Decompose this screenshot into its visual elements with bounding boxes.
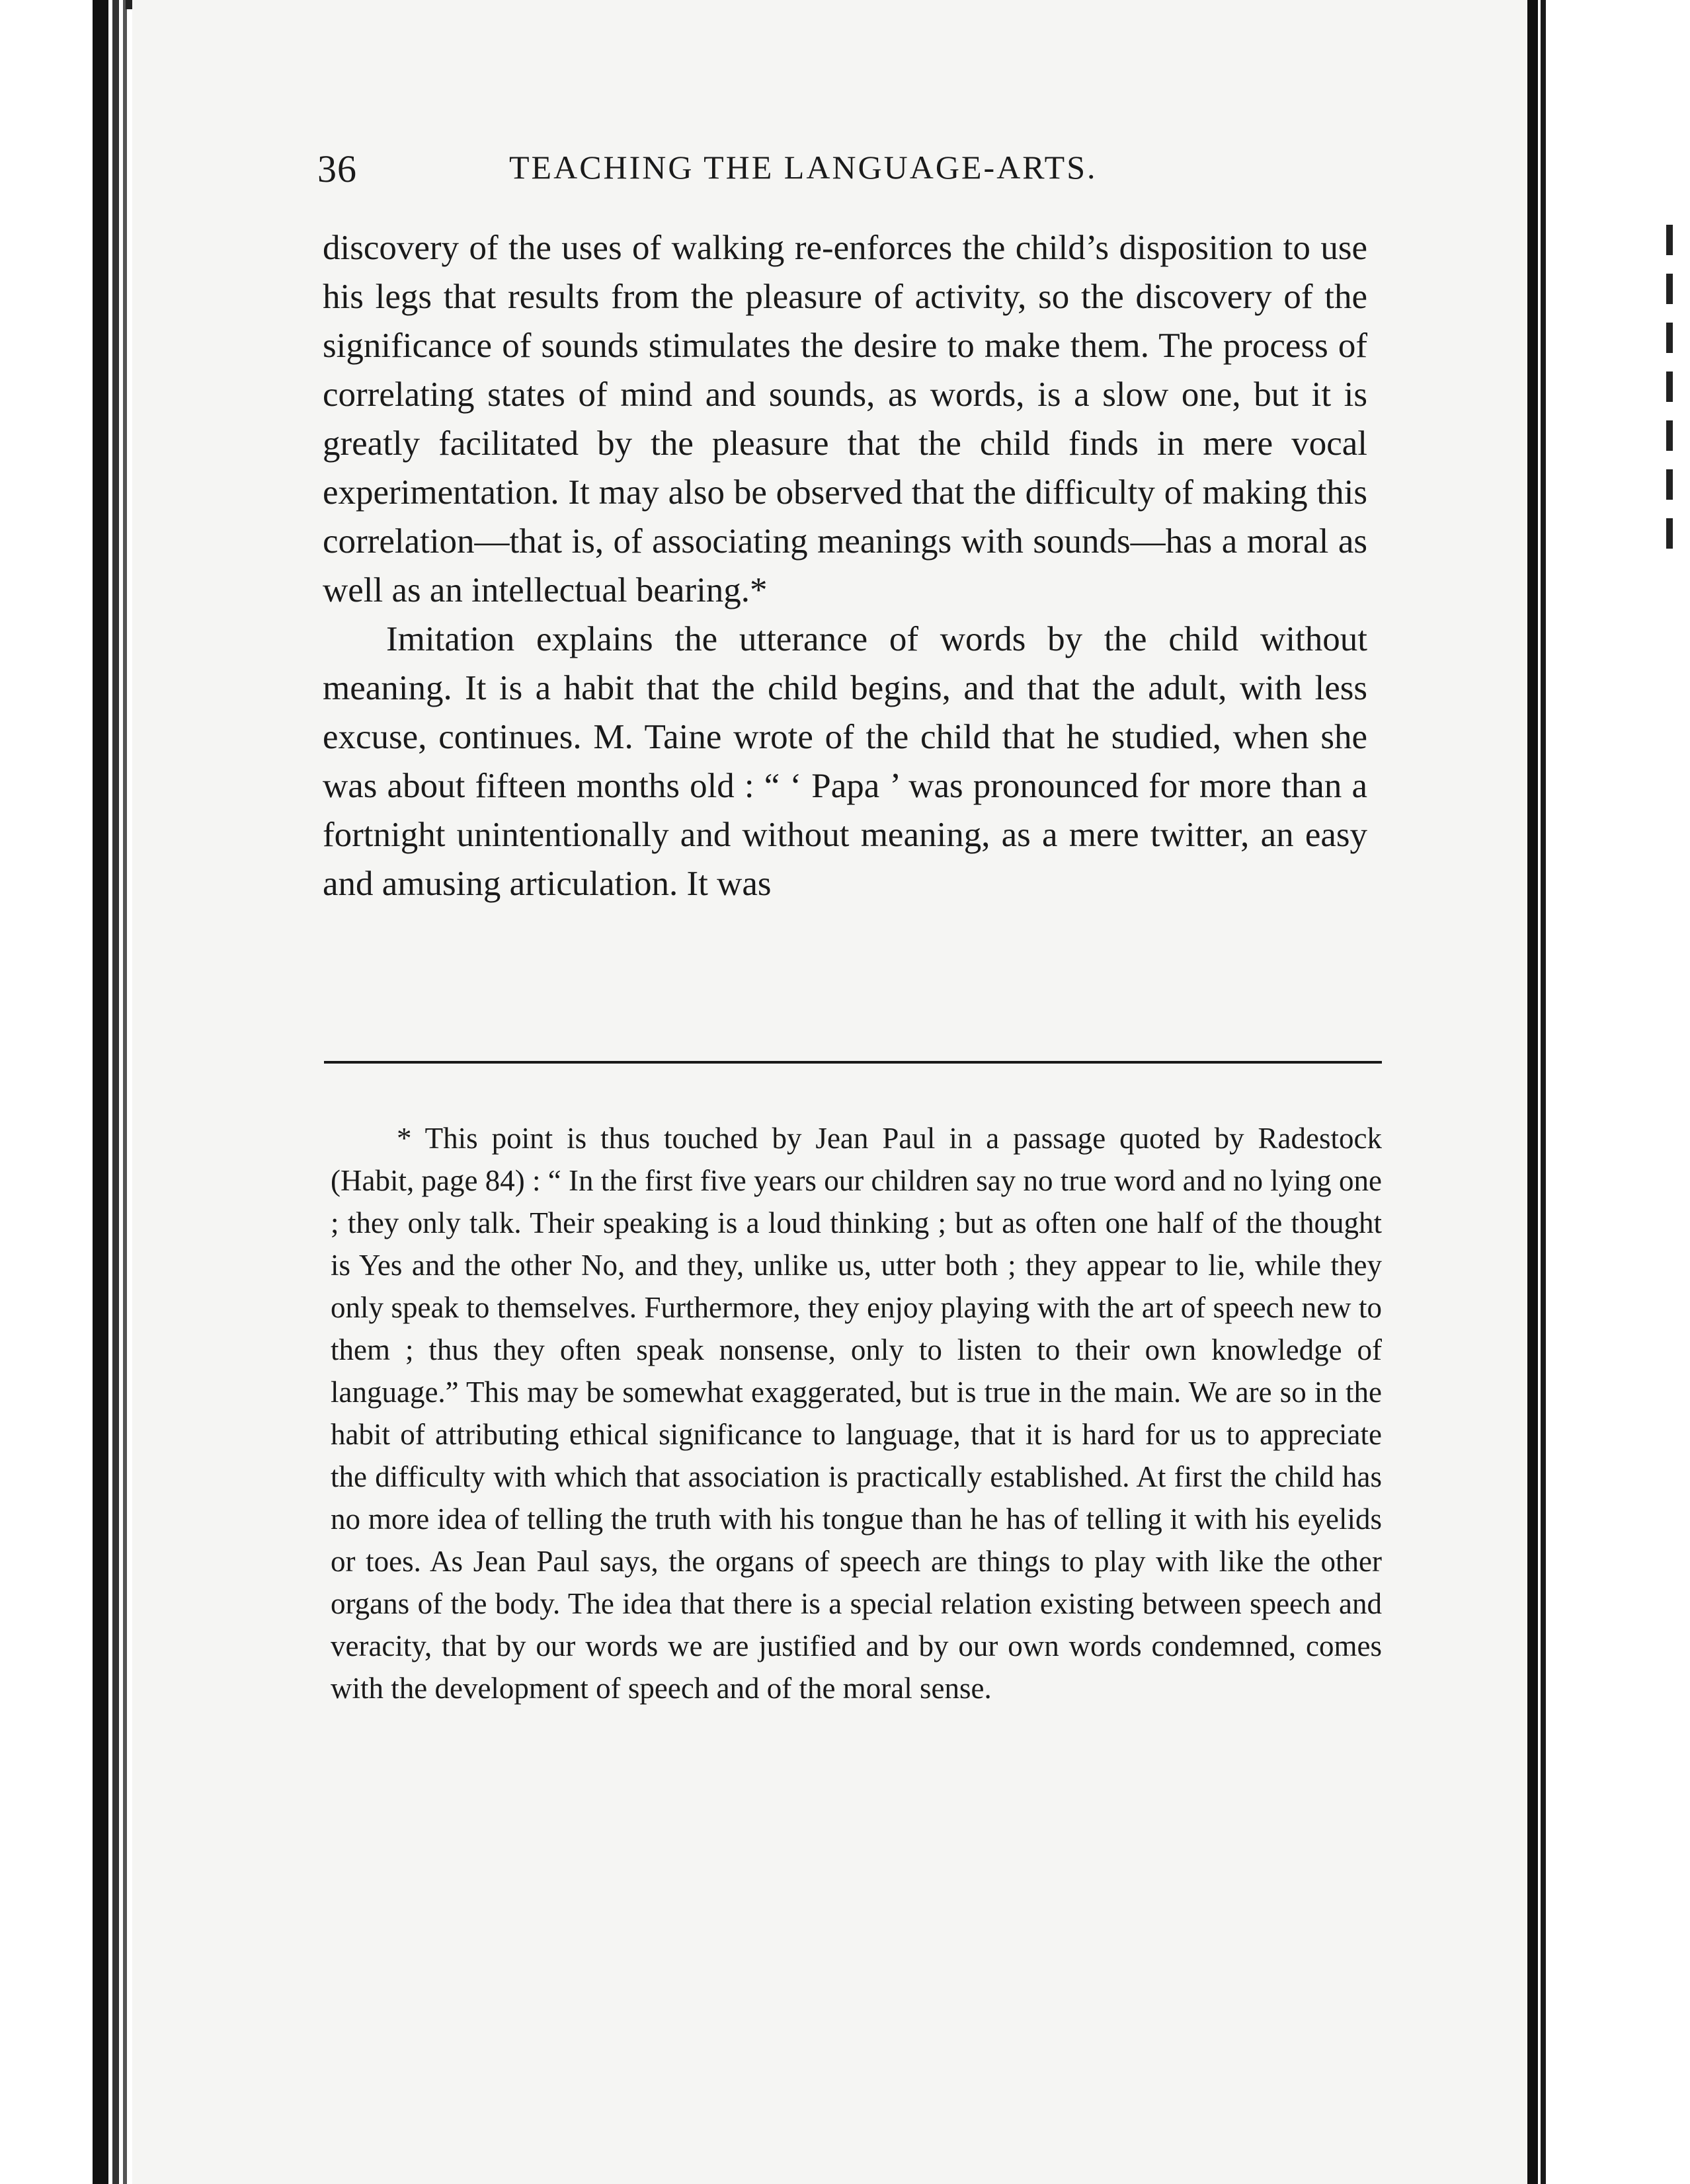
book-binding (0, 0, 99, 2184)
page-number: 36 (317, 147, 357, 190)
facing-page-edge (1541, 0, 1546, 2184)
body-paragraph: Imitation explains the utterance of words by the child without meaning. It is a habit that the child begins, and that the adult, with less excuse, continues. M. Taine wrote of the child that he studied, when she was about fifteen months old : “ ‘ Papa ’ was pronounced for more than a fortnight unintentionally and without meaning, as a mere twitter, an easy and amusing articulation. It was (323, 620, 1367, 903)
binding-edge-line (123, 0, 127, 2184)
footnote-divider (324, 1061, 1382, 1064)
text-fragment (1666, 420, 1673, 451)
text-fragment (1666, 371, 1673, 402)
running-head (317, 147, 1375, 193)
text-fragment (1666, 518, 1673, 549)
footnote: * This point is thus touched by Jean Paul in a passage quoted by Radestock (Habit, page 84) : “ In the first five years our children say no true word and no lying one ; they only talk. Their speaking is a loud thinking ; but as often one half of the thought is Yes and the other No, and they, unlike us, utter both ; they appear to lie, while they only speak to themselves. Furthermore, they enjoy playing with the art of speech new to them ; thus they often speak nonsense, only to listen to their own knowledge of language.” This may be somewhat exaggerated, but is true in the main. We are so in the habit of attributing ethical significance to language, that it is hard for us to appreciate the difficulty with which that association is practically established. At first the child has no more idea of telling the truth with his tongue than he has of telling it with his eyelids or toes. As Jean Paul says, the organs of speech are things to play with like the other organs of the body. The idea that there is a special relation existing between speech and veracity, that by our words we are justified and by our own words condemned, comes with the development of speech and of the moral sense. (331, 1122, 1382, 1705)
binding-edge-line (112, 0, 119, 2184)
page-right-edge (1527, 0, 1538, 2184)
body-text (323, 223, 1367, 908)
facing-page-text-fragments (1666, 225, 1690, 621)
text-fragment (1666, 323, 1673, 353)
page-header-title: TEACHING THE LANGUAGE-ARTS. (509, 149, 1098, 186)
text-fragment (1666, 225, 1673, 255)
binding-edge-line (93, 0, 108, 2184)
body-paragraph: discovery of the uses of walking re-enforces the child’s disposition to use his legs that results from the pleasure of activity, so the discovery of the significance of sounds stimulates the desire to make them. The process of correlating states of mind and sounds, as words, is a slow one, but it is greatly facilitated by the pleasure that the child finds in mere vocal experimentation. It may also be observed that the difficulty of making this correlation—that is, of associating meanings with sounds—has a moral as well as an intellectual bearing.* (323, 229, 1367, 609)
text-fragment (1666, 274, 1673, 304)
text-fragment (1666, 469, 1673, 500)
